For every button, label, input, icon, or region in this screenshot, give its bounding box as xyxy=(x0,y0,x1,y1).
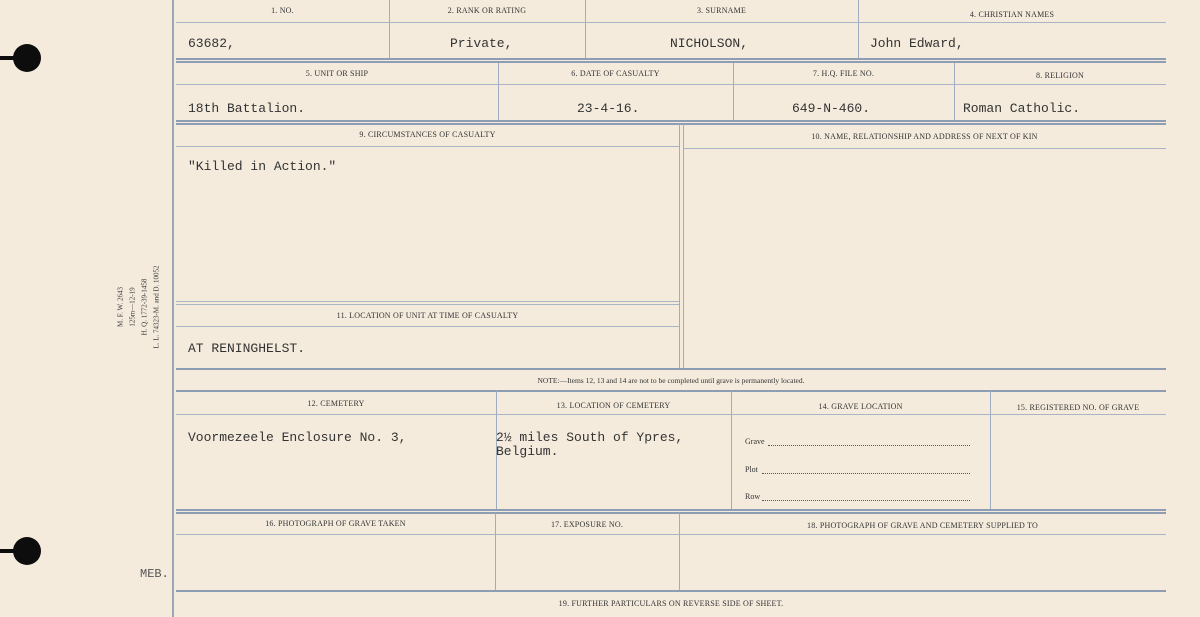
registered-no-label: 15. REGISTERED NO. OF GRAVE xyxy=(1016,403,1140,412)
unit-label: 5. UNIT OR SHIP xyxy=(305,69,369,78)
punch-hole-top xyxy=(13,44,41,72)
service-number: 63682, xyxy=(188,36,235,51)
cemetery-location-line2: Belgium. xyxy=(496,444,559,459)
note-text: NOTE:—Items 12, 13 and 14 are not to be completed until grave is permanently located. xyxy=(537,376,805,385)
location-label: 11. LOCATION OF UNIT AT TIME OF CASUALTY xyxy=(336,311,519,320)
circumstances-label: 9. CIRCUMSTANCES OF CASUALTY xyxy=(359,130,496,139)
rank-label: 2. RANK OR RATING xyxy=(447,6,527,15)
religion-label: 8. RELIGION xyxy=(1036,71,1084,80)
no-label: 1. NO. xyxy=(271,6,294,15)
clerk-initials: MEB. xyxy=(140,567,169,581)
row-label: Row xyxy=(745,492,761,501)
circumstances-value: "Killed in Action." xyxy=(188,159,337,174)
cemetery-location-line1: 2½ miles South of Ypres, xyxy=(496,430,684,445)
grave-location-label: 14. GRAVE LOCATION xyxy=(818,402,903,411)
exposure-label: 17. EXPOSURE NO. xyxy=(550,520,624,529)
plot-label: Plot xyxy=(745,465,758,474)
surname-label: 3. SURNAME xyxy=(696,6,747,15)
surname-value: NICHOLSON, xyxy=(670,36,749,51)
christian-names-value: John Edward, xyxy=(870,36,964,51)
form-code: M. F. W. 2643 125m—12-19 H. Q. 1772-39-1458 L. L. 74323-M. and D. 10052 xyxy=(116,265,161,349)
cemetery-label: 12. CEMETERY xyxy=(307,399,365,408)
location-value: AT RENINGHELST. xyxy=(188,341,306,356)
next-of-kin-label: 10. NAME, RELATIONSHIP AND ADDRESS OF NEXT OF KIN xyxy=(811,132,1038,141)
punch-hole-bottom xyxy=(13,537,41,565)
photo-taken-label: 16. PHOTOGRAPH OF GRAVE TAKEN xyxy=(265,519,406,528)
cemetery-location-label: 13. LOCATION OF CEMETERY xyxy=(556,401,671,410)
date-value: 23-4-16. xyxy=(577,101,640,116)
grave-label: Grave xyxy=(745,437,765,446)
cemetery-value: Voormezeele Enclosure No. 3, xyxy=(188,430,407,445)
file-label: 7. H.Q. FILE NO. xyxy=(812,69,875,78)
rank-value: Private, xyxy=(450,36,513,51)
unit-value: 18th Battalion. xyxy=(188,101,306,116)
photo-supplied-label: 18. PHOTOGRAPH OF GRAVE AND CEMETERY SUPPLIED TO xyxy=(807,521,1038,530)
date-label: 6. DATE OF CASUALTY xyxy=(571,69,660,78)
religion-value: Roman Catholic. xyxy=(963,101,1081,116)
file-value: 649-N-460. xyxy=(792,101,871,116)
christian-names-label: 4. CHRISTIAN NAMES xyxy=(969,10,1055,19)
further-particulars-label: 19. FURTHER PARTICULARS ON REVERSE SIDE OF SHEET. xyxy=(558,599,784,608)
